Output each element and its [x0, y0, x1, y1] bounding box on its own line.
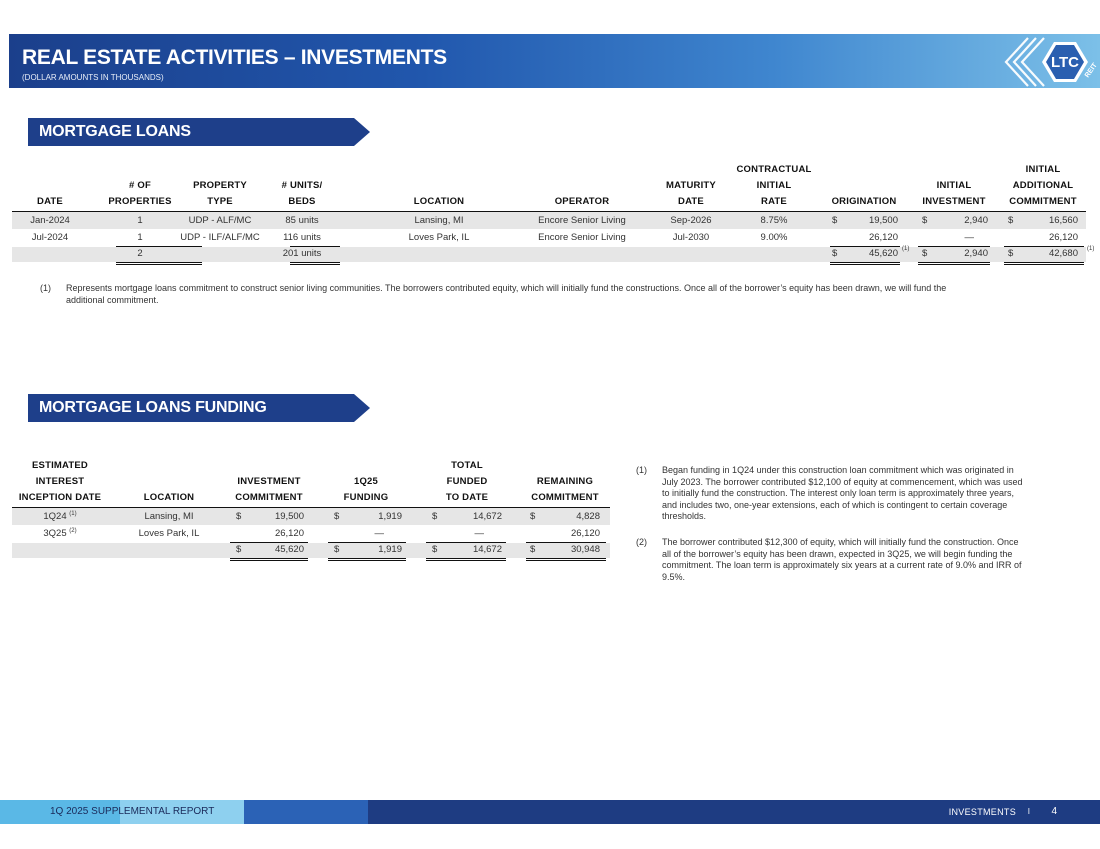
double-rule	[918, 262, 990, 265]
cell-commitment: 26,120	[1048, 232, 1078, 243]
cell-rem-currency: $	[530, 511, 536, 522]
note-line: to initially fund the construction. The interest only loan term is approximately three years,	[662, 488, 1015, 498]
cell-maturity: Sep-2026	[670, 215, 712, 226]
double-rule	[1004, 262, 1084, 265]
total-commitment: 42,680	[1048, 248, 1078, 259]
col-props-1: # OF	[129, 180, 151, 191]
cell-inv-currency: $	[922, 215, 928, 226]
total-funded: 14,672	[472, 544, 502, 555]
note-line: commitment. The loan term is approximately six years at a current rate of 9.0% and IRR of	[662, 560, 1022, 570]
footnote-number: (1)	[40, 283, 51, 293]
page-footer	[0, 800, 1100, 824]
cell-maturity: Jul-2030	[672, 232, 710, 243]
cell-operator: Encore Senior Living	[538, 232, 626, 243]
col-funded-1: TOTAL	[451, 460, 483, 471]
col-investment-1: INITIAL	[936, 180, 972, 191]
cell-date: Jul-2024	[31, 232, 69, 243]
funding-note-1	[636, 465, 1076, 529]
cell-location: Loves Park, IL	[138, 528, 200, 539]
note-line: 9.5%.	[662, 571, 686, 582]
cell-date: Jan-2024	[30, 215, 70, 226]
cell-operator: Encore Senior Living	[538, 215, 626, 226]
cell-rate: 8.75%	[760, 215, 788, 226]
cell-location: Loves Park, IL	[408, 232, 470, 243]
cell-commitment: 16,560	[1048, 215, 1078, 226]
note-line: July 2023. The borrower contributed $12,100 of equity at commencement, which was used	[662, 476, 1023, 487]
cell-investment: 2,940	[964, 215, 988, 226]
cell-q-currency: $	[334, 511, 340, 522]
cell-type: UDP - ILF/ALF/MC	[180, 232, 260, 243]
col-units-1: # UNITS/	[281, 180, 323, 191]
cell-funded: 14,672	[472, 511, 502, 522]
page-title: REAL ESTATE ACTIVITIES – INVESTMENTS	[22, 46, 447, 69]
col-remaining-2: COMMITMENT	[531, 492, 599, 503]
col-type-1: PROPERTY	[193, 180, 247, 191]
note-number: (2)	[636, 537, 647, 547]
total-origination: 45,620	[868, 248, 898, 259]
cell-units: 116 units	[283, 232, 321, 243]
total-investment: 2,940	[964, 248, 988, 259]
footer-band	[244, 800, 368, 824]
col-remaining-1: REMAINING	[536, 476, 594, 487]
cell-inception: 3Q25 $^{(2)}$	[43, 527, 77, 539]
col-date: DATE	[37, 196, 63, 207]
double-rule	[328, 558, 406, 561]
col-rate-2: INITIAL	[756, 180, 792, 191]
col-commitment-2: ADDITIONAL	[1012, 180, 1074, 191]
funding-title: MORTGAGE LOANS FUNDING	[39, 399, 267, 416]
footnote-line: additional commitment.	[66, 294, 159, 305]
total-funding: 1,919	[378, 544, 402, 555]
cell-type: UDP - ALF/MC	[188, 215, 252, 226]
note-line: The borrower contributed $12,300 of equity, which will initially fund the construction. Once	[662, 537, 1019, 547]
ltc-reit-logo	[990, 34, 1100, 92]
total-com-footnote: (1)	[1087, 246, 1095, 252]
col-rate-1: CONTRACTUAL	[736, 164, 812, 175]
logo-text: LTC	[1050, 54, 1080, 71]
cell-remaining: 4,828	[576, 511, 600, 522]
footnote-line: Represents mortgage loans commitment to construct senior living communities. The borrowers contributed equity, which will initially fund the constructions. Once all of the borrower’s equity has been drawn, we will fund the	[66, 283, 947, 293]
total-units: 201 units	[282, 248, 322, 259]
total-orig-footnote: (1)	[902, 246, 910, 252]
cell-orig-currency: $	[832, 215, 838, 226]
double-rule	[290, 262, 340, 265]
col-props-2: PROPERTIES	[108, 196, 172, 207]
cell-units: 85 units	[285, 215, 319, 226]
cell-props: 1	[137, 232, 143, 243]
total-row-shade	[12, 543, 610, 558]
cell-funding: —	[374, 528, 384, 539]
col-commitment-1: INITIAL	[1025, 164, 1061, 175]
note-line: Began funding in 1Q24 under this construction loan commitment which was originated in	[662, 465, 1014, 475]
cell-investment: —	[964, 232, 974, 243]
col-maturity-1: MATURITY	[666, 180, 716, 191]
note-number: (1)	[636, 465, 647, 475]
col-funded-2: FUNDED	[446, 476, 488, 487]
double-rule	[426, 558, 506, 561]
col-inception-3: INCEPTION DATE	[18, 492, 102, 503]
cell-fund-currency: $	[432, 511, 438, 522]
col-commitment-1: INVESTMENT	[237, 476, 301, 487]
page-number: 4	[1051, 806, 1057, 817]
total-rem-currency: $	[530, 544, 536, 555]
cell-commitment: 26,120	[274, 528, 304, 539]
mortgage-loans-banner	[28, 118, 370, 146]
col-inception-1: ESTIMATED	[32, 460, 88, 471]
logo-sub: REIT	[1083, 62, 1099, 80]
cell-props: 1	[137, 215, 143, 226]
total-remaining: 30,948	[570, 544, 600, 555]
mortgage-loans-footnote	[40, 283, 1090, 307]
col-commitment-3: COMMITMENT	[1009, 196, 1077, 207]
cell-commitment: 19,500	[274, 511, 304, 522]
cell-com-currency: $	[236, 511, 242, 522]
note-line: all of the borrower’s equity has been drawn, expected in 3Q25, we will begin funding the	[662, 548, 1013, 559]
funding-banner	[28, 394, 370, 422]
cell-location: Lansing, MI	[414, 215, 464, 226]
col-operator: OPERATOR	[554, 196, 610, 207]
total-props: 2	[137, 248, 143, 259]
report-name: 1Q 2025 SUPPLEMENTAL REPORT	[50, 806, 215, 817]
col-location: LOCATION	[143, 492, 195, 503]
total-com-currency: $	[236, 544, 242, 555]
col-location: LOCATION	[413, 196, 465, 207]
cell-inception: 1Q24 $^{(1)}$	[43, 510, 77, 522]
col-inception-2: INTEREST	[35, 476, 85, 487]
total-orig-currency: $	[832, 248, 838, 259]
cell-origination: 19,500	[868, 215, 898, 226]
total-inv-currency: $	[922, 248, 928, 259]
mortgage-loans-title: MORTGAGE LOANS	[39, 123, 191, 140]
cell-rate: 9.00%	[760, 232, 788, 243]
footer-separator: I	[1027, 807, 1030, 816]
cell-location: Lansing, MI	[144, 511, 194, 522]
double-rule	[230, 558, 308, 561]
col-funding-2: FUNDING	[343, 492, 389, 503]
page-subtitle: (DOLLAR AMOUNTS IN THOUSANDS)	[22, 73, 164, 82]
note-line: and includes two, one-year extensions, each of which is contingent to certain coverage	[662, 499, 1008, 510]
col-investment-2: INVESTMENT	[922, 196, 986, 207]
double-rule	[830, 262, 900, 265]
col-maturity-2: DATE	[678, 196, 704, 207]
section-name: INVESTMENTS	[948, 807, 1016, 817]
funding-note-2	[636, 537, 1076, 589]
page-header	[9, 34, 1100, 88]
total-com-currency: $	[1008, 248, 1014, 259]
col-origination: ORIGINATION	[831, 196, 897, 207]
total-fund-currency: $	[432, 544, 438, 555]
col-rate-3: RATE	[761, 196, 787, 207]
note-line: thresholds.	[662, 511, 707, 521]
cell-com-currency: $	[1008, 215, 1014, 226]
total-q-currency: $	[334, 544, 340, 555]
col-type-2: TYPE	[207, 196, 233, 207]
cell-origination: 26,120	[868, 232, 898, 243]
double-rule	[526, 558, 606, 561]
cell-funding: 1,919	[378, 511, 402, 522]
col-funding-1: 1Q25	[353, 476, 379, 487]
col-funded-3: TO DATE	[445, 492, 489, 503]
cell-remaining: 26,120	[570, 528, 600, 539]
total-commitment: 45,620	[274, 544, 304, 555]
cell-funded: —	[474, 528, 484, 539]
col-units-2: BEDS	[288, 196, 316, 207]
col-commitment-2: COMMITMENT	[235, 492, 303, 503]
double-rule	[116, 262, 202, 265]
